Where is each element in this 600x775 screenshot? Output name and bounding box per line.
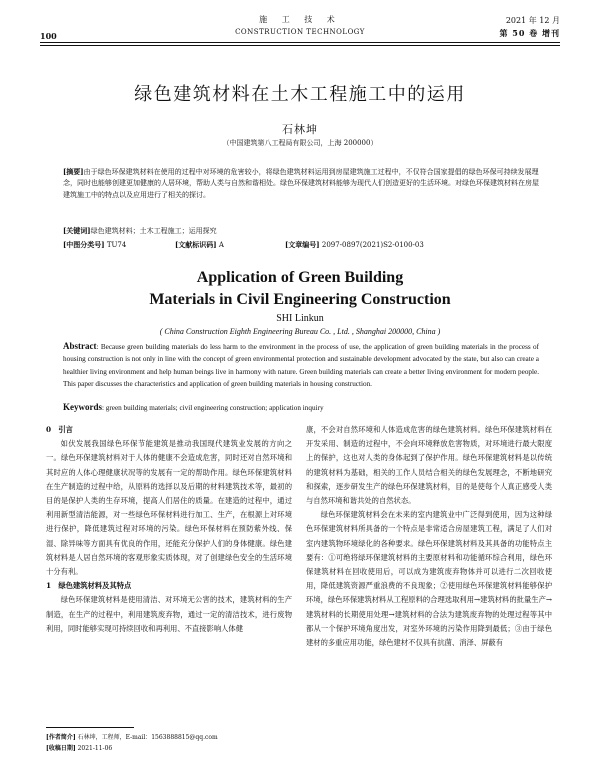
journal-name-cn: 施 工 技 术 (259, 15, 341, 24)
affiliation-cn: （中国建筑第八工程局有限公司，上海 200000） (222, 139, 378, 147)
paragraph: 绿色环保建筑材料会在未来的室内建筑业中广泛得到使用，因为这种绿色环保建筑材料所具备的一个特点是非常适合房屋建筑工程，满足了人们对室内建筑物环境绿化的各种要求。绿色环保建筑材料及其具备的功能特点主要有：①可绝将绿环保建筑材料的主要原材料和功能循环综合利用，绿色环保建筑材料在回收使用后，可以成为建筑废弃物体并可以进行二次回收使用，降低建筑资源严重浪费的不良现象；②使用绿色环保建筑材料能够保护环境，绿色环保建筑材料从工程原料的合理选取利用→建筑材料的批量生产→建筑材料的长期使用处理→建筑材料的合法为建筑废弃物的处理过程等其中都从一个保护环境角度出发，对室外环境的污染作用降到最低；③由于绿色建材的多重应用功能，绿色建材不仅具有抗菌、消泽、屏蔽有 (306, 510, 552, 648)
issue-date: 2021 年 12 月 (505, 16, 560, 25)
title-en-line1: Application of Green Building (196, 269, 404, 286)
doc-code-value: A (218, 241, 224, 249)
section-heading: 1 绿色建筑材料及其特点 (46, 581, 132, 591)
keywords-cn (63, 226, 539, 236)
title-en-line2: Materials in Civil Engineering Construction (149, 291, 451, 308)
paragraph: 康，不会对自然环境和人体造成危害的绿色建筑材料。绿色环保建筑材料在开发采用、制造的过程中，不会向环境释放危害物质，对环境进行最大限度上的保护，这也对人类的身体起到了保护作用。绿色环保建筑材料是以传统的建筑材料为基础，相关的工作人员结合相关的绿色发展理念，不断地研究和探索，逐步研发生产的绿色环保建筑材料，目的是使每个人真正感受人类与自然环境和谐共处的自然状态。 (306, 425, 552, 506)
abstract-en-text: : Because green building materials do less harm to the environment in the process of use, the application of green building materials in the process of housing construction is not only in line with the concept of green environmental protection and sustainable development advocated by the state, but also can create a healthier living environment and help human beings live in harmony with nature. Green building materials can create a better living environment for modern people. This paper discusses the characteristics and application of green building materials in housing construction. (63, 343, 539, 388)
keywords-en (63, 402, 539, 412)
doc-code-label: [文献标识码] (175, 240, 217, 249)
body-column-right (306, 423, 552, 650)
article-number-label: [文章编号] (285, 240, 320, 249)
header-rule-thin (40, 45, 560, 46)
body-column-left (46, 423, 292, 636)
page-number: 100 (40, 31, 57, 41)
paragraph: 如伏发展我国绿色环保节能建筑是推动我国现代建筑业发展的方向之一。绿色环保建筑材料对于人体的健康不会造成危害，同时还对自然环境和其时应的人体心理健康状况等的发展有一定的帮助作用。绿色环保建筑材料在生产制造的过程中给，从原料的选择以及后期的材料建筑技术等，最初的目的是保护人类的生存环境，提高人们居住的质量。在建造的过程中，通过利用新型清洁能源，对一些绿色环保材料进行加工、生产，在根源上对环境进行保护，降低建筑过程对环境的污染。绿色环保材料在预防紫外线、保湿、除异味等方面具有优良的作用，还能充分保护人们的身体健康。绿色建筑材料是人居自然环境的客观形象实质体现，对了创建绿色安全的生活环境十分有利。 (46, 439, 292, 577)
footnote-rule (46, 727, 134, 728)
journal-name-en: CONSTRUCTION TECHNOLOGY (235, 28, 365, 36)
keywords-en-label: Keywords (63, 402, 102, 412)
author-info-text: 石林坤，工程师，E-mail：1563888815@qq.com (77, 734, 218, 741)
clc-label: [中图分类号] (63, 240, 105, 249)
affiliation-en: ( China Construction Eighth Engineering Bureau Co. , Ltd. , Shanghai 200000, China ) (159, 327, 441, 336)
keywords-cn-label: [关键词] (63, 226, 91, 235)
abstract-cn (63, 166, 539, 201)
abstract-cn-label: [摘要] (63, 167, 84, 176)
paragraph: 绿色环保建筑材料是使用清洁、对环境无公害的技术，建筑材料的生产制造，在生产的过程中，利用建筑废弃物，通过一定的清洁技术，进行废物利用，同时能够实现可持续回收和再利用、不直接影响人体健 (46, 595, 292, 633)
section-heading: 0 引言 (46, 425, 73, 434)
author-en: SHI Linkun (276, 313, 324, 324)
abstract-cn-text: 由于绿色环保建筑材料在使用的过程中对环境的危害较小，将绿色建筑材料运用到房屋建筑施工过程中，不仅符合国家提倡的绿色环保可持续发展理念，同时也能够创建更加健康的人居环境，帮助人类与自然和谐相处。绿色环保建筑材料能够为现代人们创造更好的生活环境。对绿色环保建筑材料在房屋建筑施工中的特点以及应用进行了相关的探讨。 (63, 168, 539, 199)
running-header (40, 14, 560, 42)
keywords-en-text: : green building materials; civil engineering construction; application inquiry (102, 404, 324, 412)
footnote (46, 732, 218, 754)
header-rule-thick (40, 42, 560, 43)
keywords-cn-text: 绿色建筑材料；土木工程施工；运用探究 (90, 227, 217, 235)
title-cn: 绿色建筑材料在土木工程施工中的运用 (134, 84, 466, 105)
article-number-value: 2097-0897(2021)S2-0100-03 (321, 241, 424, 249)
received-date-text: 2021-11-06 (77, 745, 113, 752)
abstract-en-label: Abstract (63, 341, 97, 351)
received-date-label: [收稿日期] (46, 745, 76, 752)
author-cn: 石林坤 (282, 123, 318, 136)
abstract-en (63, 340, 539, 390)
title-en (0, 267, 600, 311)
volume-info: 第 50 卷 增刊 (499, 28, 560, 38)
clc-value: TU74 (106, 241, 127, 249)
author-info-label: [作者简介] (46, 734, 76, 741)
